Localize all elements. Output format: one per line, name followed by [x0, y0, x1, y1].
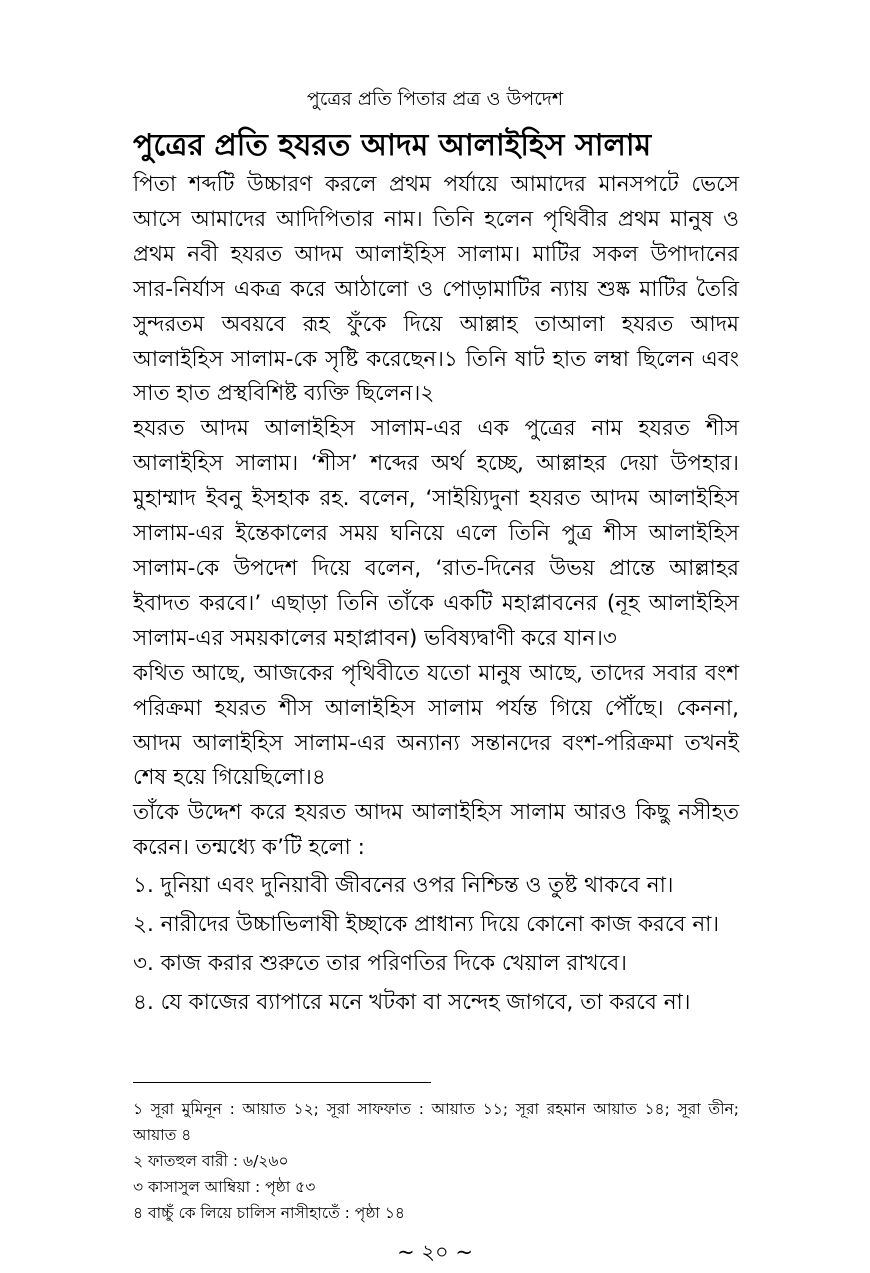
footnotes [133, 1096, 739, 1226]
running-header: পুত্রের প্রতি পিতার প্রত্র ও উপদেশ [306, 88, 564, 110]
footnote-1: ১ সূরা মুমিনূন : আয়াত ১২; সূরা সাফফাত : আয়াত ১১; সূরা রহমান আয়াত ১৪; সূরা তীন; আয়াত ৪ [133, 1100, 739, 1144]
paragraph-advice-intro: তাঁকে উদ্দেশ করে হযরত আদম আলাইহিস সালাম আরও কিছু নসীহত করেন। তন্মধ্যে ক’টি হলো : [133, 800, 739, 861]
paragraph-shees: হযরত আদম আলাইহিস সালাম-এর এক পুত্রের নাম হযরত শীস আলাইহিস সালাম। ‘শীস’ শব্দের অর্থ হচ্ছে, আল্লাহর দেয়া উপহার। মুহাম্মাদ ইবনু ইসহাক রহ. বলেন, ‘সাইয়্যিদুনা হযরত আদম আলাইহিস সালাম-এর ইন্তেকালের সময় ঘনিয়ে এলে তিনি পুত্র শীস আলাইহিস সালাম-কে উপদেশ দিয়ে বলেন, ‘রাত-দিনের উভয় প্রান্তে আল্লাহর ইবাদত করবে।’ এছাড়া তিনি তাঁকে একটি মহাপ্লাবনের (নূহ আলাইহিস সালাম-এর সময়কালের মহাপ্লাবন) ভবিষ্যদ্বাণী করে যান।৩ [133, 416, 739, 651]
footnote-4: ৪ বাচ্চুঁ কে লিয়ে চালিস নাসীহাতেঁ : পৃষ্ঠা ১৪ [133, 1204, 405, 1222]
chapter-title: পুত্রের প্রতি হযরত আদম আলাইহিস সালাম [133, 128, 652, 163]
page-number: ~ ২০ ~ [397, 1240, 473, 1264]
footnote-2: ২ ফাতহুল বারী : ৬/২৬০ [133, 1152, 289, 1170]
advice-item-4: ৪. যে কাজের ব্যাপারে মনে খটকা বা সন্দেহ জাগবে, তা করবে না। [133, 989, 691, 1015]
body-text [133, 168, 739, 1025]
paragraph-lineage: কথিত আছে, আজকের পৃথিবীতে যতো মানুষ আছে, তাদের সবার বংশ পরিক্রমা হযরত শীস আলাইহিস সালাম পর্যন্ত গিয়ে পৌঁছে। কেননা, আদম আলাইহিস সালাম-এর অন্যান্য সন্তানদের বংশ-পরিক্রমা তখনই শেষ হয়ে গিয়েছিলো।৪ [133, 660, 739, 791]
advice-item-3: ৩. কাজ করার শুরুতে তার পরিণতির দিকে খেয়াল রাখবে। [133, 950, 627, 976]
advice-item-2: ২. নারীদের উচ্চাভিলাষী ইচ্ছাকে প্রাধান্য দিয়ে কোনো কাজ করবে না। [133, 912, 720, 938]
advice-item-1: ১. দুনিয়া এবং দুনিয়াবী জীবনের ওপর নিশ্চিন্ত ও তুষ্ট থাকবে না। [133, 873, 674, 899]
footnote-3: ৩ কাসাসুল আম্বিয়া : পৃষ্ঠা ৫৩ [133, 1178, 316, 1196]
paragraph-intro: পিতা শব্দটি উচ্চারণ করলে প্রথম পর্যায়ে আমাদের মানসপটে ভেসে আসে আমাদের আদিপিতার নাম। তিনি হলেন পৃথিবীর প্রথম মানুষ ও প্রথম নবী হযরত আদম আলাইহিস সালাম। মাটির সকল উপাদানের সার-নির্যাস একত্র করে আঠালো ও পোড়ামাটির ন্যায় শুষ্ক মাটির তৈরি সুন্দরতম অবয়বে রূহ ফুঁকে দিয়ে আল্লাহ তাআলা হযরত আদম আলাইহিস সালাম-কে সৃষ্টি করেছেন।১ তিনি ষাট হাত লম্বা ছিলেন এবং সাত হাত প্রস্থবিশিষ্ট ব্যক্তি ছিলেন।২ [133, 172, 739, 407]
footnote-divider [133, 1082, 431, 1083]
